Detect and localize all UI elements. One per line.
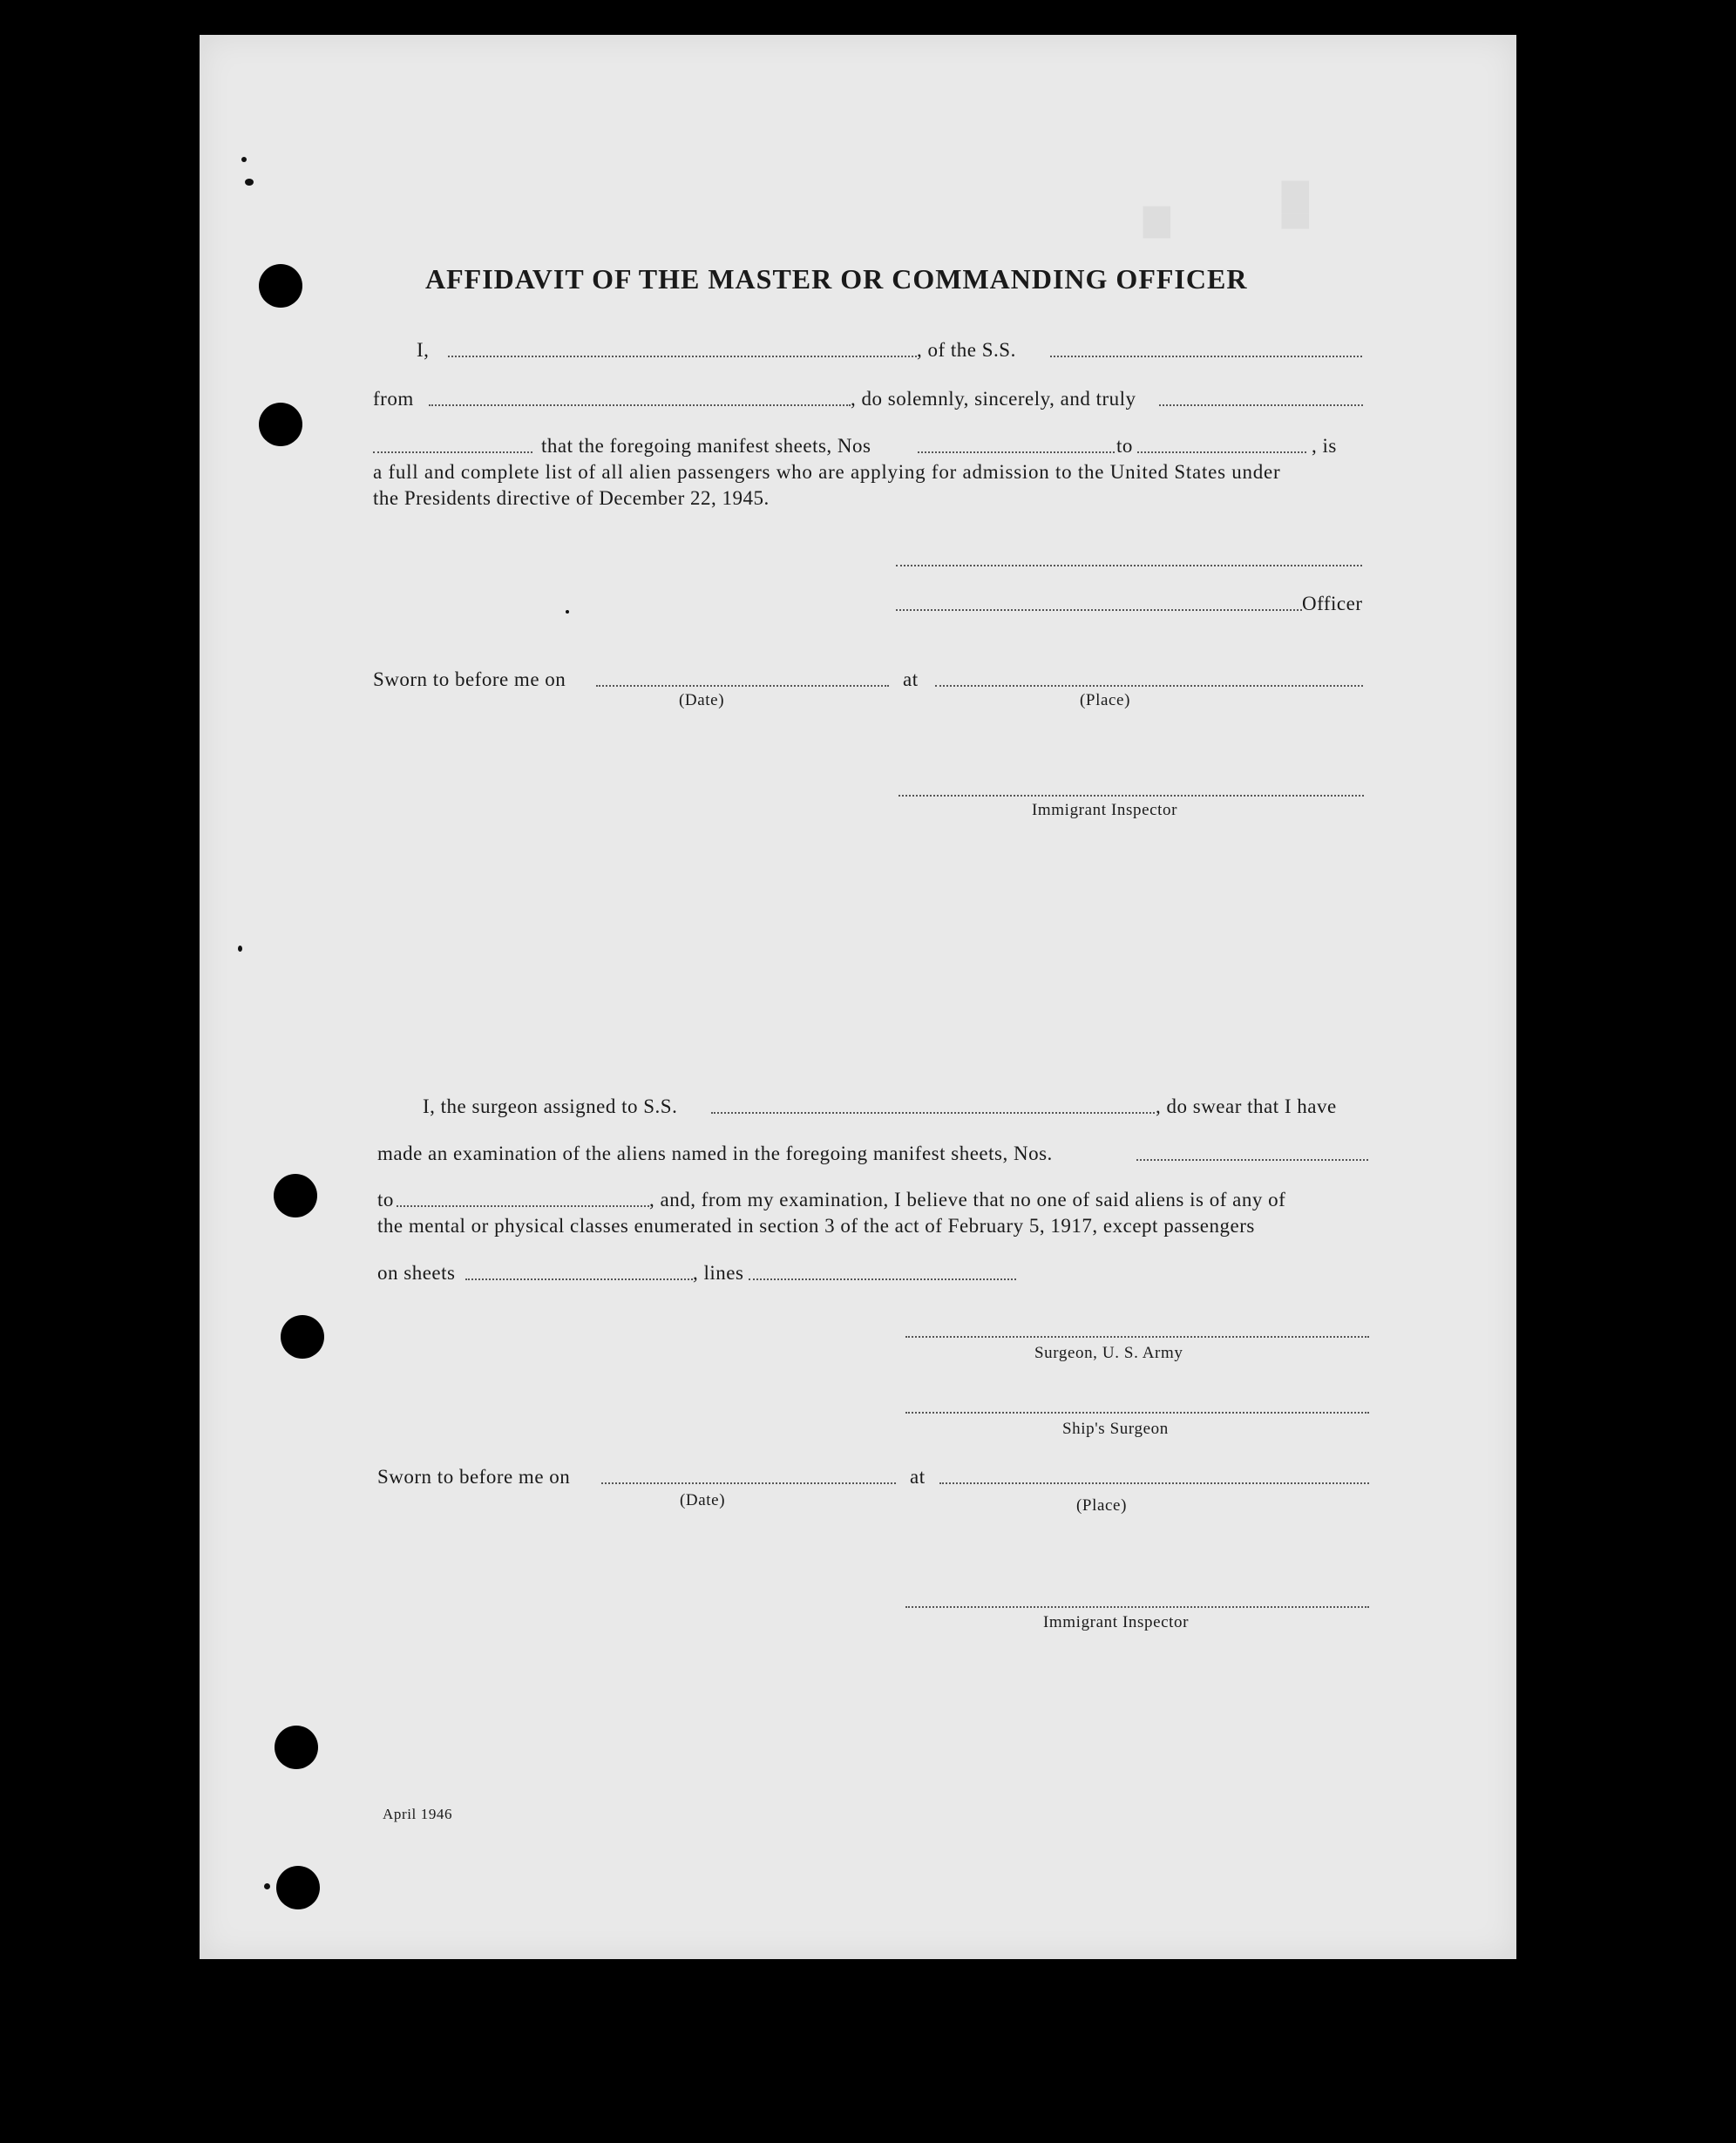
officer-signature-line-2[interactable] xyxy=(896,609,1302,611)
is-label: , is xyxy=(1312,435,1337,457)
form-date: April 1946 xyxy=(383,1806,453,1822)
officer-signature-line-1[interactable] xyxy=(896,565,1362,566)
surgeon-line-2: made an examination of the aliens named in the foregoing manifest sheets, Nos. xyxy=(377,1143,1053,1164)
inspector-signature-field[interactable] xyxy=(899,795,1364,797)
master-ship-field[interactable] xyxy=(1050,356,1362,357)
surgeon-lines-label: , lines xyxy=(693,1262,744,1284)
at-label-2: at xyxy=(910,1466,926,1488)
place-caption: (Place) xyxy=(1080,691,1130,709)
speck xyxy=(238,946,242,952)
master-from-field[interactable] xyxy=(429,404,851,406)
master-affirm-field[interactable] xyxy=(1159,404,1363,406)
punch-hole xyxy=(259,403,302,446)
surgeon-on-sheets-label: on sheets xyxy=(377,1262,456,1284)
inspector-caption: Immigrant Inspector xyxy=(1032,801,1178,819)
of-ss-label: , of the S.S. xyxy=(917,339,1016,361)
surgeon-lines-field[interactable] xyxy=(749,1278,1016,1280)
at-label: at xyxy=(903,668,919,690)
master-statement-line: the Presidents directive of December 22, 1945. xyxy=(373,487,770,509)
surgeon-sheets-to-field[interactable] xyxy=(397,1205,649,1207)
inspector-caption-2: Immigrant Inspector xyxy=(1043,1613,1190,1631)
army-surgeon-signature-field[interactable] xyxy=(905,1336,1369,1338)
surgeon-line-1a: I, the surgeon assigned to S.S. xyxy=(423,1095,678,1117)
surgeon-to-label: to xyxy=(377,1189,394,1211)
punch-hole xyxy=(275,1726,318,1769)
surgeon-line-4: the mental or physical classes enumerated in section 3 of the act of February 5, 1917, except passengers xyxy=(377,1215,1255,1237)
sworn-label-2: Sworn to before me on xyxy=(377,1466,571,1488)
speck xyxy=(566,610,569,614)
master-name-field[interactable] xyxy=(448,356,917,357)
punch-hole xyxy=(274,1174,317,1217)
punch-hole xyxy=(259,264,302,308)
manifest-sheets-label: that the foregoing manifest sheets, Nos xyxy=(541,435,871,457)
army-surgeon-caption: Surgeon, U. S. Army xyxy=(1034,1344,1183,1362)
inspector-signature-field-2[interactable] xyxy=(905,1606,1369,1608)
ship-surgeon-caption: Ship's Surgeon xyxy=(1062,1420,1169,1438)
master-sheets-from-field[interactable] xyxy=(918,451,1115,453)
from-label: from xyxy=(373,388,414,410)
solemnly-label: , do solemnly, sincerely, and truly xyxy=(851,388,1136,410)
place-caption-2: (Place) xyxy=(1076,1496,1127,1515)
document-page xyxy=(200,35,1516,1959)
surgeon-ship-field[interactable] xyxy=(711,1112,1155,1114)
date-caption-2: (Date) xyxy=(680,1491,726,1509)
bleed-through-mark: ██ xyxy=(1144,206,1170,239)
sworn-place-field[interactable] xyxy=(935,685,1363,687)
punch-hole xyxy=(281,1315,324,1359)
date-caption: (Date) xyxy=(679,691,725,709)
master-to-label: to xyxy=(1116,435,1133,457)
page-shading xyxy=(200,35,1516,1959)
sworn-date-field[interactable] xyxy=(596,685,889,687)
sworn-label: Sworn to before me on xyxy=(373,668,566,690)
surgeon-sheets-from-field[interactable] xyxy=(1136,1159,1368,1161)
master-swear-field[interactable] xyxy=(373,451,532,453)
sworn-place-field-2[interactable] xyxy=(939,1482,1369,1484)
speck xyxy=(245,179,254,186)
ship-surgeon-signature-field[interactable] xyxy=(905,1412,1369,1414)
surgeon-line-3: , and, from my examination, I believe that no one of said aliens is of any of xyxy=(649,1189,1286,1211)
master-sheets-to-field[interactable] xyxy=(1137,451,1306,453)
bleed-through-mark: ███ xyxy=(1283,180,1309,229)
speck xyxy=(264,1883,270,1889)
speck xyxy=(241,157,247,162)
master-i-label: I, xyxy=(417,339,430,361)
surgeon-on-sheets-field[interactable] xyxy=(465,1278,693,1280)
sworn-date-field-2[interactable] xyxy=(601,1482,896,1484)
page-title: AFFIDAVIT OF THE MASTER OR COMMANDING OFFICER xyxy=(425,263,1248,295)
punch-hole xyxy=(276,1866,320,1909)
officer-label: Officer xyxy=(1302,593,1363,614)
surgeon-line-1b: , do swear that I have xyxy=(1156,1095,1337,1117)
master-statement-line: a full and complete list of all alien passengers who are applying for admission to the United States under xyxy=(373,461,1281,483)
